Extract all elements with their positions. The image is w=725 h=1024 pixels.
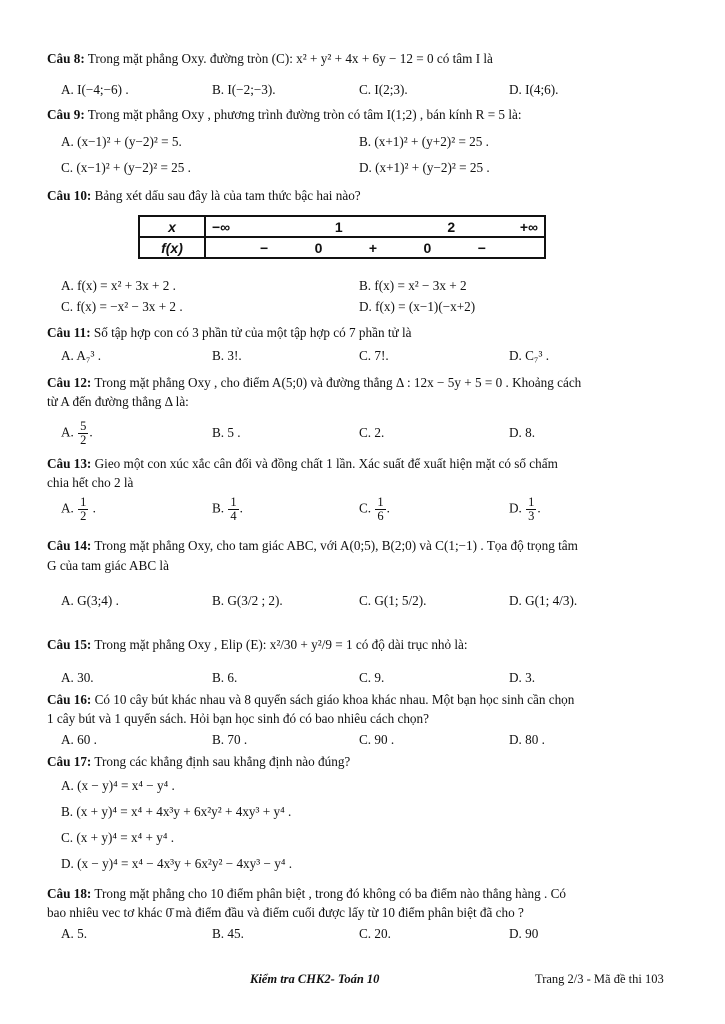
option-c: C. G(1; 5/2). (359, 593, 427, 608)
fraction (375, 496, 385, 523)
option-d: D. 8. (509, 425, 536, 440)
option-a: A. I(−4;−6) . (61, 82, 129, 97)
fraction (78, 420, 88, 447)
option-b: B. 3!. (212, 348, 242, 363)
option-letter: B. (212, 500, 225, 516)
option-letter: D. (509, 500, 522, 516)
question-text: Trong các khẳng định sau khẳng định nào đúng? (94, 754, 351, 769)
option-a: A. 30. (61, 670, 94, 685)
option-d: D. (x − y)⁴ = x⁴ − 4x³y + 6x²y² − 4xy³ − y⁴ . (61, 856, 293, 871)
question-text: Trong mặt phẳng Oxy , phương trình đường tròn có tâm I(1;2) , bán kính R = 5 là: (87, 107, 522, 122)
option-a: A. G(3;4) . (61, 593, 119, 608)
question-text: Số tập hợp con có 3 phần tử của một tập hợp có 7 phần tử là (93, 325, 412, 340)
question-text-cont: từ A đến đường thẳng Δ là: (47, 394, 189, 409)
option-b: B. (x+1)² + (y+2)² = 25 . (359, 134, 489, 149)
sign-table-x-row (205, 216, 545, 237)
option-c: C. (x + y)⁴ = x⁴ + y⁴ . (61, 830, 175, 845)
question-text-cont: G của tam giác ABC là (47, 558, 169, 573)
option-c: C. 7!. (359, 348, 389, 363)
question-label: Câu 14: (47, 538, 92, 553)
fraction-denominator: 3 (528, 509, 535, 523)
question-11 (47, 325, 687, 341)
question-text: Trong mặt phẳng Oxy. đường tròn (C): x² + y² + 4x + 6y − 12 = 0 có tâm I là (87, 51, 493, 66)
sign-table-fx-header: f(x) (139, 237, 205, 258)
question-text-cont: 1 cây bút và 1 quyển sách. Hỏi bạn học sinh đó có bao nhiêu cách chọn? (47, 711, 429, 726)
footer-page-info: Trang 2/3 - Mã đề thi 103 (535, 972, 664, 986)
option-d: D. I(4;6). (509, 82, 559, 97)
question-text-cont: chia hết cho 2 là (47, 475, 134, 490)
option-c: C. $\frac{1}{6}$ . (359, 495, 390, 523)
option-d: D. G(1; 4/3). (509, 593, 578, 608)
option-d: D. f(x) = (x−1)(−x+2) (359, 299, 476, 314)
question-label: Câu 18: (47, 886, 92, 901)
footer-title: Kiểm tra CHK2- Toán 10 (250, 972, 380, 986)
fraction-denominator: 2 (80, 433, 87, 447)
sign-table-x-header: x (139, 216, 205, 237)
sign-table-cell: −∞ (212, 218, 231, 235)
option-b: B. 5 . (212, 425, 241, 440)
option-letter: A. (61, 424, 74, 440)
question-label: Câu 15: (47, 637, 92, 652)
question-9 (47, 107, 687, 123)
question-label: Câu 8: (47, 51, 85, 66)
option-a: A. (x − y)⁴ = x⁴ − y⁴ . (61, 778, 175, 793)
question-label: Câu 9: (47, 107, 85, 122)
option-c: C. 2. (359, 425, 385, 440)
question-label: Câu 11: (47, 325, 91, 340)
option-b: B. I(−2;−3). (212, 82, 276, 97)
question-16 (47, 692, 687, 708)
question-text-cont: bao nhiêu vec tơ khác 0̄ mà điểm đầu và điểm cuối được lấy từ 10 điểm phân biệt đã cho ? (47, 905, 524, 920)
question-label: Câu 13: (47, 456, 92, 471)
question-8 (47, 51, 687, 67)
question-text: Trong mặt phẳng Oxy , cho điểm A(5;0) và đường thẳng Δ : 12x − 5y + 5 = 0 . Khoảng cách (94, 375, 582, 390)
question-17 (47, 754, 687, 770)
fraction-numerator: 5 (80, 419, 87, 433)
question-label: Câu 12: (47, 375, 92, 390)
option-c: C. (x−1)² + (y−2)² = 25 . (61, 160, 191, 175)
sign-table-cell: − (477, 239, 486, 256)
sign-table-cell: 1 (334, 218, 343, 235)
option-c: C. 9. (359, 670, 385, 685)
sign-table-cell: 2 (447, 218, 456, 235)
sign-table-cell: +∞ (519, 218, 538, 235)
fraction-denominator: 2 (80, 509, 87, 523)
question-14 (47, 538, 687, 554)
option-letter: C. (359, 500, 372, 516)
option-d: D. 90 (509, 926, 539, 941)
question-text: Trong mặt phẳng Oxy , Elip (E): x²/30 + y²/9 = 1 có độ dài trục nhỏ là: (94, 637, 468, 652)
option-b: B. 6. (212, 670, 238, 685)
option-b: B. G(3/2 ; 2). (212, 593, 283, 608)
fraction-denominator: 4 (230, 509, 237, 523)
question-label: Câu 10: (47, 188, 92, 203)
sign-table-cell: 0 (314, 239, 323, 256)
option-c: C. 90 . (359, 732, 395, 747)
sign-table-cell: − (260, 239, 269, 256)
option-letter: A. (61, 500, 74, 516)
question-label: Câu 17: (47, 754, 92, 769)
option-d: D. C₇³ . (509, 348, 550, 363)
sign-table (138, 215, 546, 259)
option-b: B. 45. (212, 926, 244, 941)
question-text: Trong mặt phẳng Oxy, cho tam giác ABC, với A(0;5), B(2;0) và C(1;−1) . Tọa độ trọng tâm (94, 538, 578, 553)
option-c: C. f(x) = −x² − 3x + 2 . (61, 299, 183, 314)
option-b: B. (x + y)⁴ = x⁴ + 4x³y + 6x²y² + 4xy³ + y⁴ . (61, 804, 292, 819)
option-a: A. f(x) = x² + 3x + 2 . (61, 278, 176, 293)
fraction-numerator: 1 (230, 495, 237, 509)
sign-table-fx-row (205, 237, 545, 258)
question-18 (47, 886, 687, 902)
fraction (228, 496, 238, 523)
option-d: D. $\frac{1}{3}$ . (509, 495, 541, 523)
question-label: Câu 16: (47, 692, 92, 707)
fraction-numerator: 1 (528, 495, 535, 509)
fraction-denominator: 6 (377, 509, 384, 523)
question-10 (47, 188, 687, 204)
sign-table-cell: 0 (423, 239, 432, 256)
option-d: D. (x+1)² + (y−2)² = 25 . (359, 160, 490, 175)
option-a: A. 60 . (61, 732, 97, 747)
question-text: Có 10 cây bút khác nhau và 8 quyển sách giáo khoa khác nhau. Một bạn học sinh cần chọn (94, 692, 575, 707)
fraction (526, 496, 536, 523)
option-b: B. f(x) = x² − 3x + 2 (359, 278, 467, 293)
option-a: A. A₇³ . (61, 348, 102, 363)
question-13 (47, 456, 687, 472)
option-d: D. 3. (509, 670, 536, 685)
question-text: Trong mặt phẳng cho 10 điểm phân biệt , trong đó không có ba điểm nào thẳng hàng . Có (94, 886, 567, 901)
option-d: D. 80 . (509, 732, 545, 747)
option-a: A. $\frac{1}{2}$ . (61, 495, 96, 523)
question-text: Gieo một con xúc xắc cân đối và đồng chất 1 lần. Xác suất để xuất hiện mặt có số chấm (94, 456, 558, 471)
option-a: A. 5. (61, 926, 88, 941)
fraction (78, 496, 88, 523)
fraction-numerator: 1 (80, 495, 87, 509)
option-a: A. $\frac{5}{2}$ . (61, 419, 93, 447)
option-c: C. I(2;3). (359, 82, 408, 97)
sign-table-cell: + (368, 239, 378, 256)
option-b: B. 70 . (212, 732, 248, 747)
fraction-numerator: 1 (377, 495, 384, 509)
question-text: Bảng xét dấu sau đây là của tam thức bậc hai nào? (94, 188, 361, 203)
option-b: B. $\frac{1}{4}$ . (212, 495, 243, 523)
question-12 (47, 375, 687, 391)
question-15 (47, 637, 687, 653)
option-a: A. (x−1)² + (y−2)² = 5. (61, 134, 182, 149)
option-c: C. 20. (359, 926, 391, 941)
